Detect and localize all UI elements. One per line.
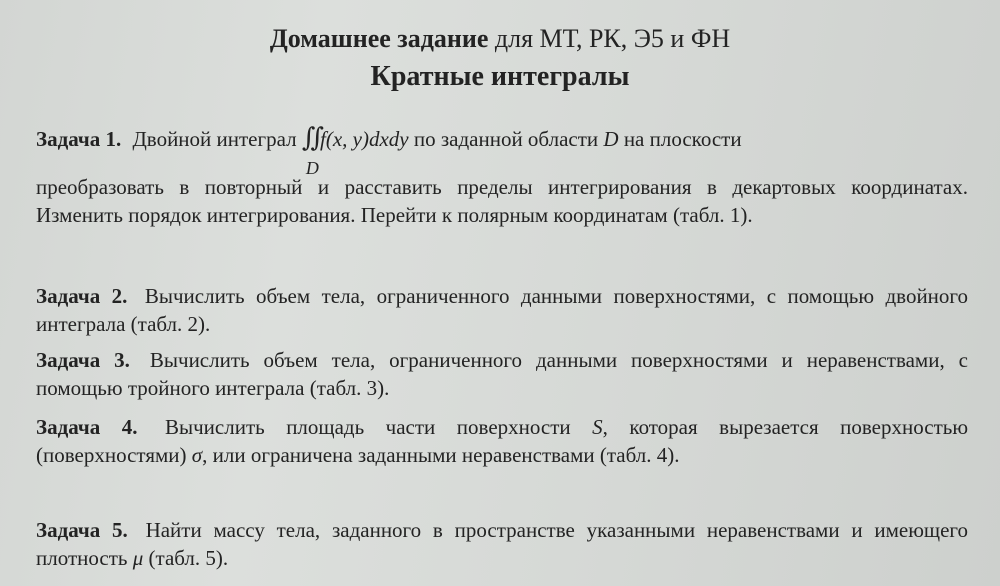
- region-symbol: D: [603, 127, 619, 151]
- task-2-label: Задача 2.: [36, 284, 128, 308]
- surface-s-symbol: S: [592, 415, 603, 439]
- task-4-text-2: , которая вырезается поверхностью (поверхностями): [36, 415, 969, 467]
- task-4-label: Задача 4.: [36, 415, 138, 439]
- task-4: [36, 413, 968, 469]
- task-1: [36, 124, 968, 229]
- task-3-text: Вычислить объем тела, ограниченного данными поверхностями и неравенствами, с помощью тройного интеграла (табл. 3).: [36, 348, 968, 400]
- title-rest: для МТ, РК, Э5 и ФН: [488, 24, 731, 53]
- task-5-label: Задача 5.: [36, 518, 128, 542]
- task-5-text-2: (табл. 5).: [148, 546, 229, 570]
- integral-domain: D: [305, 158, 319, 178]
- task-1-text-mid: по заданной области: [413, 127, 599, 151]
- title-bold: Домашнее задание: [269, 24, 489, 53]
- task-4-text-3: , или ограничена заданными неравенствами (табл. 4).: [202, 443, 680, 467]
- double-integral-symbol: [301, 123, 319, 178]
- document-title: [0, 22, 1000, 56]
- task-2: [36, 282, 968, 338]
- integral-sign: ∬: [301, 123, 318, 152]
- task-1-text-after: на плоскости: [623, 127, 742, 151]
- document-subtitle: Кратные интегралы: [370, 61, 630, 92]
- task-1-label: Задача 1.: [36, 127, 122, 151]
- mu-symbol: μ: [132, 546, 144, 570]
- task-1-text-rest: преобразовать в повторный и расставить пределы интегрирования в декартовых координатах. Изменить порядок интегрирования. Перейти к полярным координатам (табл. 1).: [36, 175, 968, 227]
- task-3: [36, 346, 968, 402]
- task-3-label: Задача 3.: [36, 348, 130, 372]
- sigma-symbol: σ: [191, 443, 203, 467]
- task-5: [36, 516, 968, 572]
- document-header: [0, 22, 1000, 96]
- task-1-text-before: Двойной интеграл: [132, 127, 297, 151]
- task-5-text-1: Найти массу тела, заданного в пространстве указанными неравенствами и имеющего плотность: [36, 518, 969, 570]
- integrand: f(x, y)dxdy: [320, 127, 409, 151]
- task-4-text-1: Вычислить площадь части поверхности: [164, 415, 571, 439]
- task-2-text: Вычислить объем тела, ограниченного данными поверхностями, с помощью двойного интеграла (табл. 2).: [36, 284, 969, 336]
